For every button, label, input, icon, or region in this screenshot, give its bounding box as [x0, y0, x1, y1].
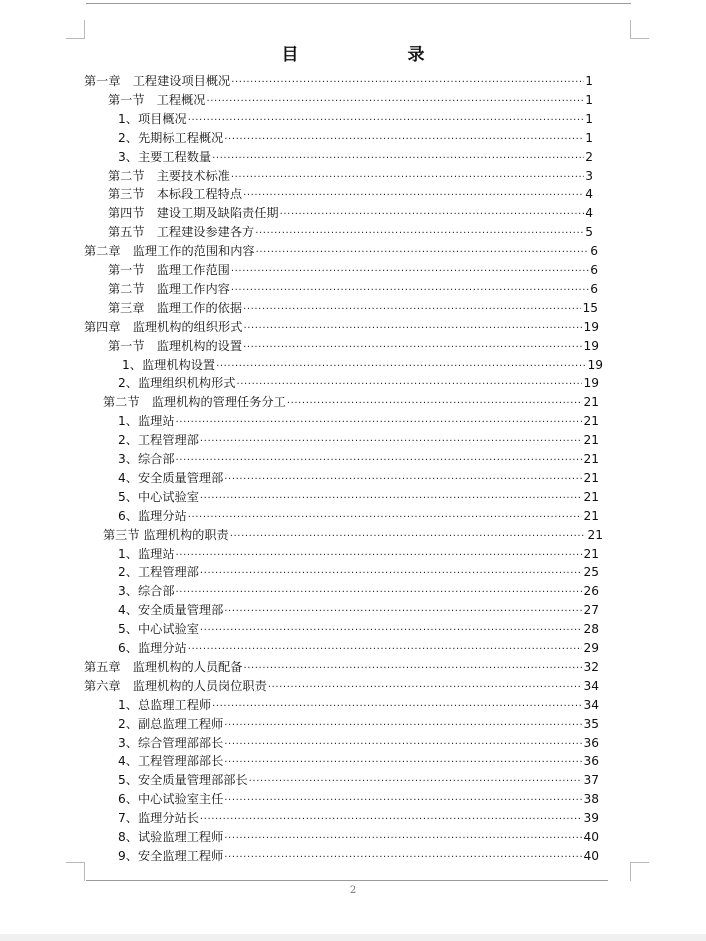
toc-entry-text: 6、监理分站 — [118, 641, 187, 655]
toc-entry[interactable] — [108, 204, 593, 223]
toc-entry-page: 21 — [583, 546, 599, 561]
toc-entry[interactable] — [118, 450, 599, 469]
toc-entry[interactable] — [84, 318, 599, 337]
toc-entry-text: 3、综合部 — [118, 452, 175, 466]
toc-entry-text: 第四章 监理机构的组织形式 — [84, 319, 243, 334]
toc-entry-text: 4、安全质量管理部 — [118, 603, 224, 618]
toc-entry-text: 第二节 主要技术标准 — [108, 168, 230, 183]
toc-entry-page: 32 — [583, 659, 599, 674]
toc-entry-page: 3 — [585, 168, 593, 183]
toc-entry-text: 2、先期标工程概况 — [118, 130, 224, 145]
toc-entry-page: 1 — [585, 130, 593, 145]
toc-entry-page: 6 — [590, 281, 598, 296]
toc-entry-text: 9、安全监理工程师 — [118, 848, 224, 863]
toc-entry-text: 第二节 监理工作内容 — [108, 281, 230, 296]
toc-entry-page: 6 — [590, 263, 598, 277]
toc-entry-text: 第二章 监理工作的范围和内容 — [84, 244, 255, 259]
toc-entry[interactable] — [118, 488, 599, 507]
toc-entry-text: 1、监理机构设置 — [122, 357, 216, 372]
toc-entry-page: 25 — [583, 565, 599, 580]
toc-entry[interactable] — [118, 110, 593, 129]
dot-leader — [224, 849, 582, 868]
toc-entry-page: 21 — [583, 489, 599, 504]
toc-entry-page: 19 — [583, 319, 599, 334]
toc-entry[interactable] — [108, 91, 593, 110]
toc-entry[interactable] — [118, 469, 599, 488]
corner-mark-top-left — [66, 20, 85, 39]
toc-entry-text: 第一节 监理工作范围 — [108, 263, 230, 277]
toc-title: 目 录 — [281, 45, 471, 65]
toc-entry[interactable] — [108, 261, 598, 280]
toc-entry-page: 27 — [583, 603, 599, 618]
toc-entry-page: 21 — [583, 395, 599, 410]
toc-entry[interactable] — [118, 507, 599, 526]
toc-entry-page: 15 — [582, 300, 598, 315]
toc-entry-text: 第一节 监理机构的设置 — [108, 338, 243, 353]
toc-entry[interactable] — [108, 299, 598, 318]
toc-entry-page: 2 — [585, 149, 593, 164]
toc-entry-text: 第三节 本标段工程特点 — [108, 187, 243, 202]
toc-entry-page: 35 — [583, 716, 599, 731]
toc-entry-text: 1、监理站 — [118, 546, 175, 561]
header-rule — [86, 3, 631, 4]
toc-entry[interactable] — [118, 563, 599, 582]
toc-entry[interactable] — [108, 280, 598, 299]
toc-entry-page: 28 — [583, 622, 599, 637]
toc-entry[interactable] — [103, 393, 599, 412]
toc-entry[interactable] — [118, 620, 599, 639]
toc-entry[interactable] — [118, 431, 599, 450]
corner-mark-bottom-left — [66, 862, 85, 881]
toc-entry-page: 36 — [583, 754, 599, 769]
toc-entry[interactable] — [118, 582, 599, 601]
toc-entry-text: 第三节 监理机构的职责 — [103, 527, 229, 542]
toc-entry-page: 6 — [590, 244, 598, 259]
toc-entry[interactable] — [84, 658, 599, 677]
toc-entry[interactable] — [118, 771, 599, 790]
toc-entry-page: 19 — [583, 376, 599, 391]
toc-entry-text: 3、综合管理部部长 — [118, 735, 224, 750]
toc-entry[interactable] — [108, 185, 593, 204]
toc-entry-page: 21 — [583, 508, 599, 523]
page-bottom-strip — [0, 934, 706, 941]
footer-rule — [86, 880, 608, 881]
toc-entry[interactable] — [118, 696, 599, 715]
toc-entry-page: 4 — [585, 206, 593, 221]
toc-entry-text: 5、中心试验室 — [118, 622, 199, 637]
toc-entry[interactable] — [118, 639, 599, 658]
toc-entry-text: 1、项目概况 — [118, 111, 187, 126]
toc-entry-text: 第四节 建设工期及缺陷责任期 — [108, 206, 279, 221]
toc-entry-text: 5、安全质量管理部部长 — [118, 773, 248, 788]
toc-entry-text: 3、综合部 — [118, 584, 175, 599]
toc-entry-page: 34 — [583, 678, 599, 693]
toc-entry[interactable] — [118, 129, 593, 148]
toc-entry-page: 1 — [585, 92, 593, 107]
toc-entry-text: 第五节 工程建设参建各方 — [108, 225, 255, 240]
toc-entry-page: 21 — [583, 414, 599, 429]
toc-entry[interactable] — [118, 734, 599, 753]
toc-entry[interactable] — [118, 374, 599, 393]
toc-entry-text: 2、副总监理工程师 — [118, 716, 224, 731]
toc-entry[interactable] — [118, 148, 593, 167]
toc-entry[interactable] — [118, 752, 599, 771]
toc-entry-text: 3、主要工程数量 — [118, 149, 212, 164]
toc-entry-page: 37 — [583, 773, 599, 788]
toc-entry-page: 19 — [587, 357, 603, 372]
toc-entry-page: 21 — [583, 433, 599, 448]
toc-entry-text: 2、工程管理部 — [118, 565, 199, 580]
toc-entry-text: 1、总监理工程师 — [118, 697, 212, 712]
toc-entry[interactable] — [122, 356, 603, 375]
toc-entry[interactable] — [84, 72, 593, 91]
page-number: 2 — [349, 885, 357, 896]
toc-entry-text: 1、监理站 — [118, 414, 175, 429]
toc-entry-page: 34 — [583, 697, 599, 712]
toc-entry-page: 19 — [583, 338, 599, 353]
toc-entry-text: 2、监理组织机构形式 — [118, 376, 236, 391]
toc-entry-text: 4、安全质量管理部 — [118, 470, 224, 485]
toc-entry-text: 2、工程管理部 — [118, 433, 199, 448]
toc-entry[interactable] — [118, 715, 599, 734]
toc-entry[interactable] — [84, 677, 599, 696]
toc-entry-page: 21 — [587, 527, 603, 542]
toc-entry-text: 第二节 监理机构的管理任务分工 — [103, 395, 286, 410]
toc-entry[interactable] — [84, 242, 598, 261]
toc-entry-page: 1 — [585, 74, 593, 88]
toc-entry[interactable] — [118, 545, 599, 564]
toc-entry-page: 40 — [583, 848, 599, 863]
toc-entry-page: 4 — [585, 187, 593, 202]
toc-entry[interactable] — [118, 601, 599, 620]
toc-entry-text: 7、监理分站长 — [118, 811, 199, 826]
toc-entry-text: 4、工程管理部部长 — [118, 754, 224, 769]
toc-entry-page: 5 — [585, 225, 593, 240]
toc-entry[interactable] — [118, 790, 599, 809]
toc-entry[interactable] — [118, 809, 599, 828]
toc-entry[interactable] — [103, 526, 603, 545]
toc-entry-page: 36 — [583, 735, 599, 750]
toc-entry[interactable] — [108, 167, 593, 186]
toc-entry-page: 1 — [585, 111, 593, 126]
toc-entry-page: 40 — [583, 830, 599, 844]
toc-entry[interactable] — [118, 412, 599, 431]
toc-entry-text: 第五章 监理机构的人员配备 — [84, 659, 243, 674]
toc-entry-page: 39 — [583, 811, 599, 826]
toc-entry[interactable] — [118, 828, 599, 847]
toc-entry-text: 8、试验监理工程师 — [118, 830, 224, 844]
corner-mark-bottom-right — [630, 862, 649, 881]
toc-entry-page: 21 — [583, 452, 599, 466]
toc-entry-page: 29 — [583, 641, 599, 655]
corner-mark-top-right — [630, 20, 649, 39]
toc-entry-page: 38 — [583, 792, 599, 807]
toc-entry-text: 第六章 监理机构的人员岗位职责 — [84, 678, 267, 693]
toc-entry[interactable] — [108, 337, 599, 356]
toc-entry-text: 第一节 工程概况 — [108, 92, 206, 107]
toc-entry[interactable] — [108, 223, 593, 242]
toc-entry-text: 第一章 工程建设项目概况 — [84, 74, 231, 88]
toc-entry-page: 26 — [583, 584, 599, 599]
toc-entry-text: 6、中心试验室主任 — [118, 792, 224, 807]
toc-entry-text: 第三章 监理工作的依据 — [108, 300, 243, 315]
toc-entry-text: 6、监理分站 — [118, 508, 187, 523]
toc-entry-page: 21 — [583, 470, 599, 485]
toc-entry-text: 5、中心试验室 — [118, 489, 199, 504]
toc-entry[interactable] — [118, 847, 599, 866]
